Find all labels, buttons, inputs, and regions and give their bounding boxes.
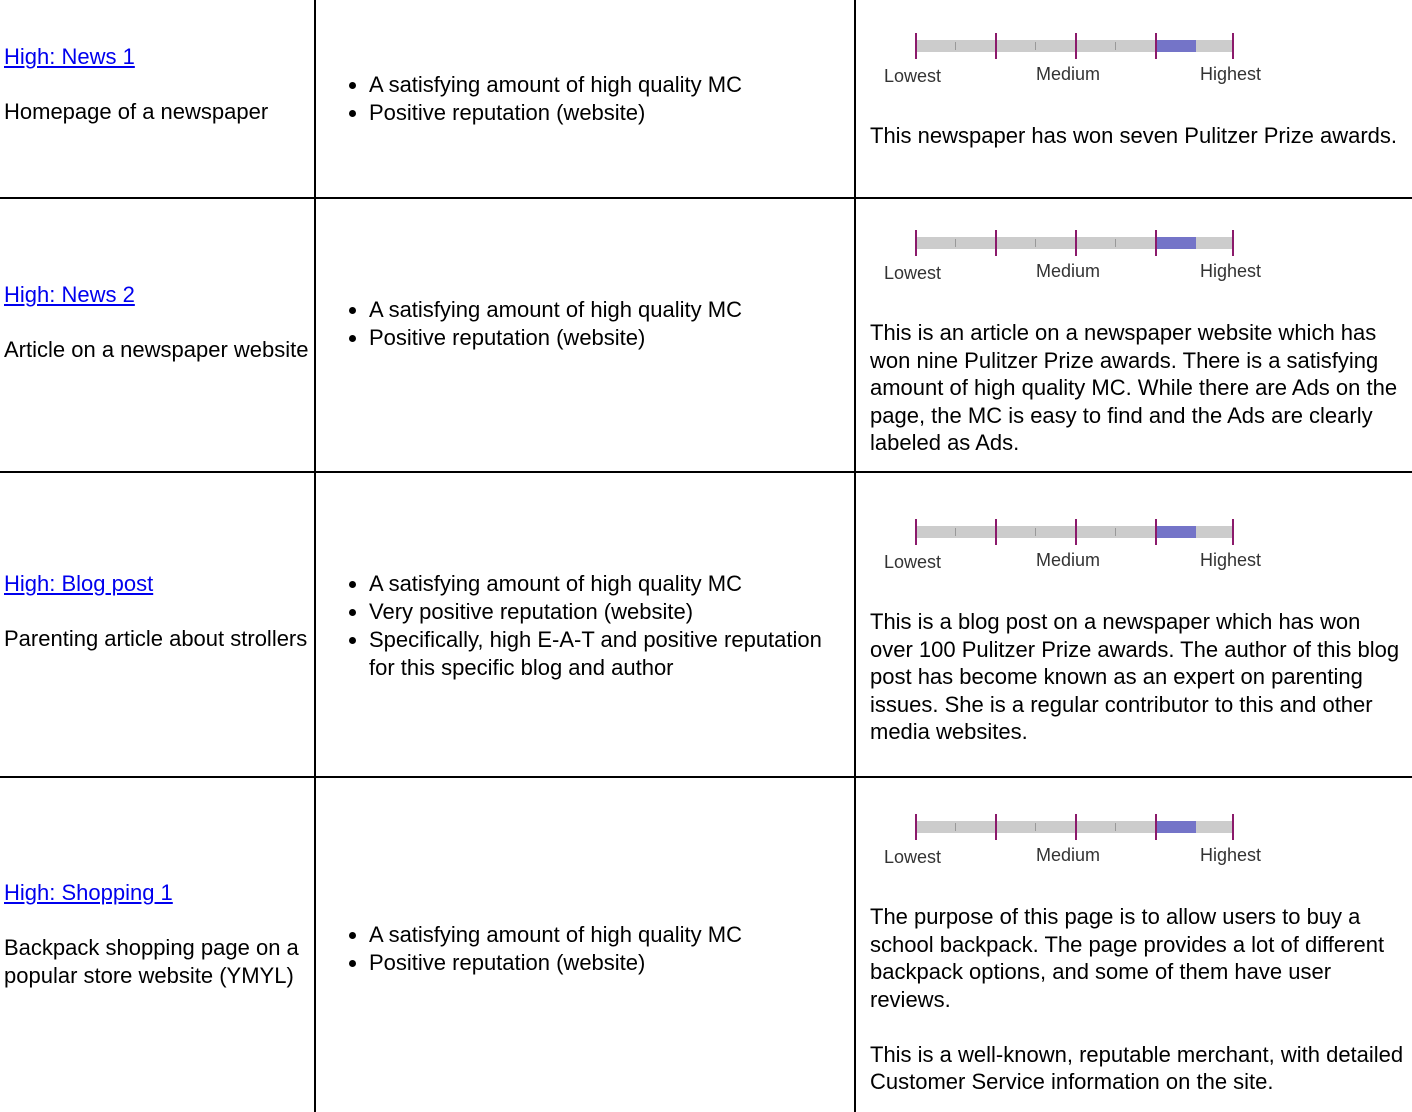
rating-notes-cell	[870, 319, 1408, 457]
rating-note: This newspaper has won seven Pulitzer Prize awards.	[870, 123, 1398, 148]
page-quality-rating-scale	[880, 227, 1280, 287]
rating-bar-fill-high	[1156, 237, 1196, 249]
rating-tick	[995, 814, 997, 840]
rating-tick	[1232, 230, 1234, 256]
rating-notes-cell	[870, 122, 1408, 150]
list-item: • Positive reputation (website)	[369, 949, 851, 977]
rating-tick	[995, 33, 997, 59]
example-cell	[4, 43, 310, 126]
rating-tick	[1075, 814, 1077, 840]
rating-tick	[915, 519, 917, 545]
rating-tick	[915, 814, 917, 840]
list-item: • A satisfying amount of high quality MC	[369, 570, 851, 598]
example-description: Parenting article about strollers	[4, 626, 308, 651]
list-item: • A satisfying amount of high quality MC	[369, 921, 851, 949]
rating-tick	[1075, 519, 1077, 545]
rating-tick	[1155, 519, 1157, 545]
reasons-cell	[316, 921, 851, 977]
rating-tick-minor	[1115, 528, 1116, 536]
list-item: • A satisfying amount of high quality MC	[369, 71, 851, 99]
reasons-list	[316, 570, 851, 682]
rating-tick	[915, 33, 917, 59]
scale-label-medium: Medium	[1036, 261, 1101, 281]
rating-tick	[1232, 519, 1234, 545]
rating-tick	[995, 230, 997, 256]
example-link[interactable]: High: News 1	[4, 44, 135, 69]
rating-tick-minor	[1115, 42, 1116, 50]
example-cell	[4, 281, 310, 364]
reasons-list	[316, 296, 851, 352]
example-description: Article on a newspaper website	[4, 337, 309, 362]
rating-tick	[1232, 33, 1234, 59]
rating-tick	[1155, 814, 1157, 840]
example-description: Backpack shopping page on a popular store website (YMYL)	[4, 935, 299, 988]
rating-tick	[1075, 33, 1077, 59]
scale-label-lowest: Lowest	[884, 847, 942, 867]
example-link[interactable]: High: News 2	[4, 282, 135, 307]
rating-tick-minor	[1115, 239, 1116, 247]
page-quality-rating-scale	[880, 30, 1280, 90]
scale-label-highest: Highest	[1200, 550, 1262, 570]
rating-tick	[1232, 814, 1234, 840]
rating-tick-minor	[955, 239, 956, 247]
rating-bar-fill-high	[1156, 40, 1196, 52]
rating-tick-minor	[1035, 42, 1036, 50]
reasons-cell	[316, 296, 851, 352]
scale-label-medium: Medium	[1036, 550, 1101, 570]
scale-label-medium: Medium	[1036, 845, 1101, 865]
scale-label-highest: Highest	[1200, 261, 1262, 281]
rating-bar-fill-high	[1156, 821, 1196, 833]
row-divider-3	[0, 776, 1412, 778]
reasons-list	[316, 71, 851, 127]
rating-notes-cell	[870, 903, 1408, 1096]
row-divider-1	[0, 197, 1412, 199]
example-link[interactable]: High: Shopping 1	[4, 880, 173, 905]
rating-tick-minor	[1115, 823, 1116, 831]
rating-note: This is an article on a newspaper website which has won nine Pulitzer Prize awards. There is a satisfying amount of high quality MC. While there are Ads on the page, the MC is easy to find and the Ads are clearly labeled as Ads.	[870, 320, 1398, 455]
rating-tick	[995, 519, 997, 545]
page-quality-rating-scale	[880, 516, 1280, 576]
rating-tick-minor	[1035, 239, 1036, 247]
reasons-cell	[316, 71, 851, 127]
rating-tick	[1155, 230, 1157, 256]
rating-tick-minor	[955, 42, 956, 50]
reasons-cell	[316, 570, 851, 682]
rating-tick-minor	[955, 823, 956, 831]
rating-note: This is a well-known, reputable merchant, with detailed Customer Service information on the site.	[870, 1041, 1404, 1094]
reasons-list	[316, 921, 851, 977]
scale-label-highest: Highest	[1200, 64, 1262, 84]
example-cell	[4, 879, 310, 990]
rating-notes-cell	[870, 608, 1408, 746]
rating-note: The purpose of this page is to allow users to buy a school backpack. The page provides a lot of different backpack options, and some of them have user reviews.	[870, 904, 1385, 1012]
example-description: Homepage of a newspaper	[4, 99, 269, 124]
scale-label-medium: Medium	[1036, 64, 1101, 84]
row-divider-2	[0, 471, 1412, 473]
scale-label-lowest: Lowest	[884, 263, 942, 283]
rating-tick-minor	[955, 528, 956, 536]
list-item: • A satisfying amount of high quality MC	[369, 296, 851, 324]
list-item: • Very positive reputation (website)	[369, 598, 851, 626]
column-divider-2	[854, 0, 856, 1112]
example-cell	[4, 570, 310, 653]
list-item: • Specifically, high E-A-T and positive reputation for this specific blog and author	[369, 626, 851, 682]
rating-tick-minor	[1035, 823, 1036, 831]
rating-bar-fill-high	[1156, 526, 1196, 538]
list-item: • Positive reputation (website)	[369, 99, 851, 127]
rating-note: This is a blog post on a newspaper which has won over 100 Pulitzer Prize awards. The author of this blog post has become known as an expert on parenting issues. She is a regular contributor to this and other media websites.	[870, 609, 1400, 744]
rating-tick	[915, 230, 917, 256]
list-item: • Positive reputation (website)	[369, 324, 851, 352]
scale-label-lowest: Lowest	[884, 552, 942, 572]
scale-label-highest: Highest	[1200, 845, 1262, 865]
rating-tick-minor	[1035, 528, 1036, 536]
page-quality-rating-scale	[880, 811, 1280, 871]
scale-label-lowest: Lowest	[884, 66, 942, 86]
rating-tick	[1075, 230, 1077, 256]
example-link[interactable]: High: Blog post	[4, 571, 154, 596]
rating-tick	[1155, 33, 1157, 59]
